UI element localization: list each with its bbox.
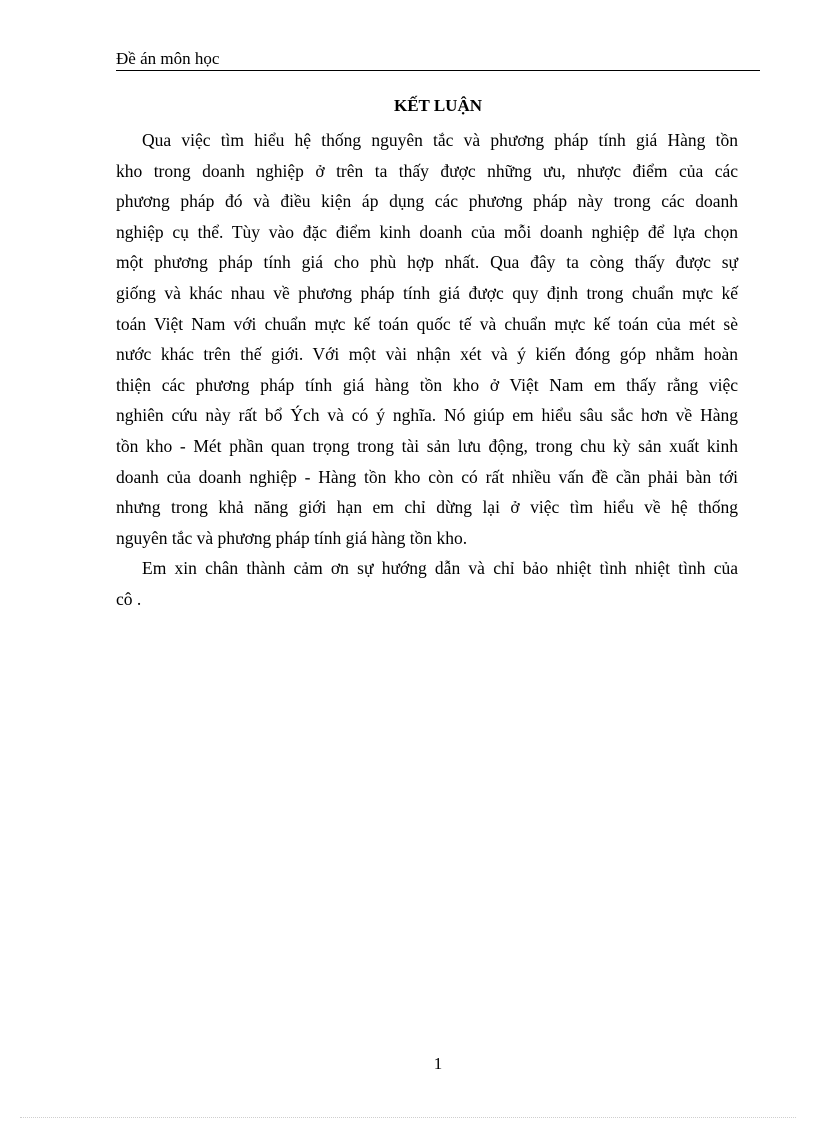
text-line: nghiệp cụ thể. Tùy vào đặc điểm kinh doanh của mỗi doanh nghiệp để lựa chọn	[116, 221, 738, 242]
text-line: nghiên cứu này rất bổ Ých và có ý nghĩa. Nó giúp em hiểu sâu sắc hơn về Hàng	[116, 405, 738, 426]
document-body	[116, 125, 738, 615]
text-line: toán Việt Nam với chuẩn mực kế toán quốc tế và chuẩn mực kế toán của mét sè	[116, 313, 738, 334]
text-line: nhưng trong khả năng giới hạn em chỉ dừng lại ở việc tìm hiểu về hệ thống	[116, 497, 738, 518]
text-line: doanh của doanh nghiệp - Hàng tồn kho còn có rất nhiều vấn đề cần phải bàn tới	[116, 466, 738, 487]
text-line: Qua việc tìm hiểu hệ thống nguyên tắc và phương pháp tính giá Hàng tồn	[142, 130, 738, 150]
text-line: giống và khác nhau về phương pháp tính giá được quy định trong chuẩn mực kế	[116, 282, 738, 303]
page-number: 1	[433, 1054, 443, 1073]
text-line: thiện các phương pháp tính giá hàng tồn kho ở Việt Nam em thấy rằng việc	[116, 374, 738, 395]
text-line: tồn kho - Mét phần quan trọng trong tài sản lưu động, trong chu kỳ sản xuất kinh	[116, 435, 738, 456]
text-line: kho trong doanh nghiệp ở trên ta thấy được những ưu, nhược điểm của các	[116, 160, 738, 181]
text-line: một phương pháp tính giá cho phù hợp nhất. Qua đây ta còng thấy được sự	[116, 252, 738, 273]
text-line: nguyên tắc và phương pháp tính giá hàng tồn kho.	[116, 527, 468, 548]
header-text: Đề án môn học	[116, 49, 220, 68]
footer-divider	[20, 1117, 796, 1118]
paragraph-1	[116, 125, 738, 553]
text-line: nước khác trên thế giới. Với một vài nhận xét và ý kiến đóng góp nhằm hoàn	[116, 344, 738, 365]
paragraph-2	[116, 553, 738, 614]
text-line: phương pháp đó và điều kiện áp dụng các phương pháp này trong các doanh	[116, 191, 738, 212]
document-title: KẾT LUẬN	[393, 96, 482, 115]
text-line: Em xin chân thành cảm ơn sự hướng dẫn và chỉ bảo nhiệt tình nhiệt tình của	[142, 558, 738, 579]
page-header	[116, 48, 760, 71]
text-line: cô .	[116, 588, 142, 609]
